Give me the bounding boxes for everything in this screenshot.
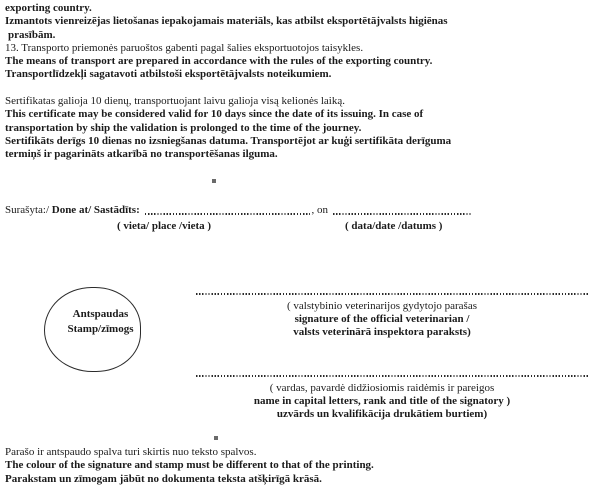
place-blank-field [145, 213, 310, 215]
place-hint-label: ( vieta/ place /vieta ) [117, 220, 212, 232]
validity-section [5, 95, 596, 161]
footer-line-lv: Parakstam un zīmogam jābūt no dokumenta teksta atšķirīgā krāsā. [5, 472, 322, 485]
name-hint-lv: uzvārds un kvalifikācija drukātiem burtiem) [276, 408, 488, 421]
done-at-label-en-lv: Done at/ Sastādīts: [51, 204, 140, 216]
date-blank-field [333, 213, 472, 215]
body-line-transport-lv: Transportlīdzekļi sagatavoti atbilstoši eksportētājvalsts noteikumiem. [5, 68, 332, 81]
signature-hint-lt: ( valstybinio veterinarijos gydytojo parašas [286, 300, 477, 312]
body-line-exporting-country: exporting country. [5, 2, 92, 14]
stamp-circle [44, 287, 141, 372]
body-line-transport-en: The means of transport are prepared in accordance with the rules of the exporting country. [5, 55, 433, 68]
footer-line-lt: Parašo ir antspaudo spalva turi skirtis nuo teksto spalvos. [5, 446, 257, 458]
signatory-name-blank [196, 375, 588, 377]
date-hint-label: ( data/date /datums ) [345, 220, 443, 232]
veterinarian-signature-blank [196, 293, 588, 295]
body-line-validity-lt: Sertifikatas galioja 10 dienų, transportuojant laivu galioja visą kelionės laiką. [5, 95, 345, 107]
name-hint-lt: ( vardas, pavardė didžiosiomis raidėmis ir pareigos [269, 382, 495, 394]
scan-artifact-dot [214, 436, 218, 440]
body-line-validity-en-1: This certificate may be considered valid for 10 days since the date of its issuing. In case of [5, 108, 424, 121]
scan-artifact-dot [212, 179, 216, 183]
body-line-transport-lt: 13. Transporto priemonės paruoštos gabenti pagal šalies eksportuotojos taisykles. [5, 41, 364, 54]
transport-conditions-section [5, 2, 596, 82]
stamp-label-en-lv: Stamp/zīmogs [67, 322, 134, 335]
body-line-validity-lv-1: Sertifikāts derīgs 10 dienas no izsniegšanas datuma. Transportējot ar kuģi sertifikāta derīguma [5, 134, 452, 147]
body-line-prasibam: prasībām. [8, 28, 56, 41]
signature-hint-en: signature of the official veterinarian / [294, 313, 470, 326]
done-at-row [5, 204, 472, 217]
name-hint-en: name in capital letters, rank and title of the signatory ) [253, 395, 511, 408]
footer-line-en: The colour of the signature and stamp must be different to that of the printing. [5, 459, 374, 472]
done-at-label-lt: Surašyta:/ [5, 204, 49, 216]
body-line-validity-lv-2: termiņš ir pagarināts atkarībā no transportēšanas ilguma. [5, 148, 278, 161]
on-label: , on [311, 204, 328, 216]
stamp-label-lt: Antspaudas [72, 308, 129, 320]
signature-hint-lv: valsts veterinārā inspektora paraksts) [293, 326, 471, 339]
signatory-name-hints [186, 382, 578, 421]
veterinarian-signature-hints [186, 300, 578, 339]
signature-colour-note-section [5, 446, 596, 486]
body-line-validity-en-2: transportation by ship the validation is prolonged to the time of the journey. [5, 121, 362, 134]
stamp-label [68, 307, 134, 336]
body-line-packaging-lv: Izmantots vienreizējas lietošanas iepakojamais materiāls, kas atbilst eksportētājvalsts higiēnas [5, 15, 448, 28]
